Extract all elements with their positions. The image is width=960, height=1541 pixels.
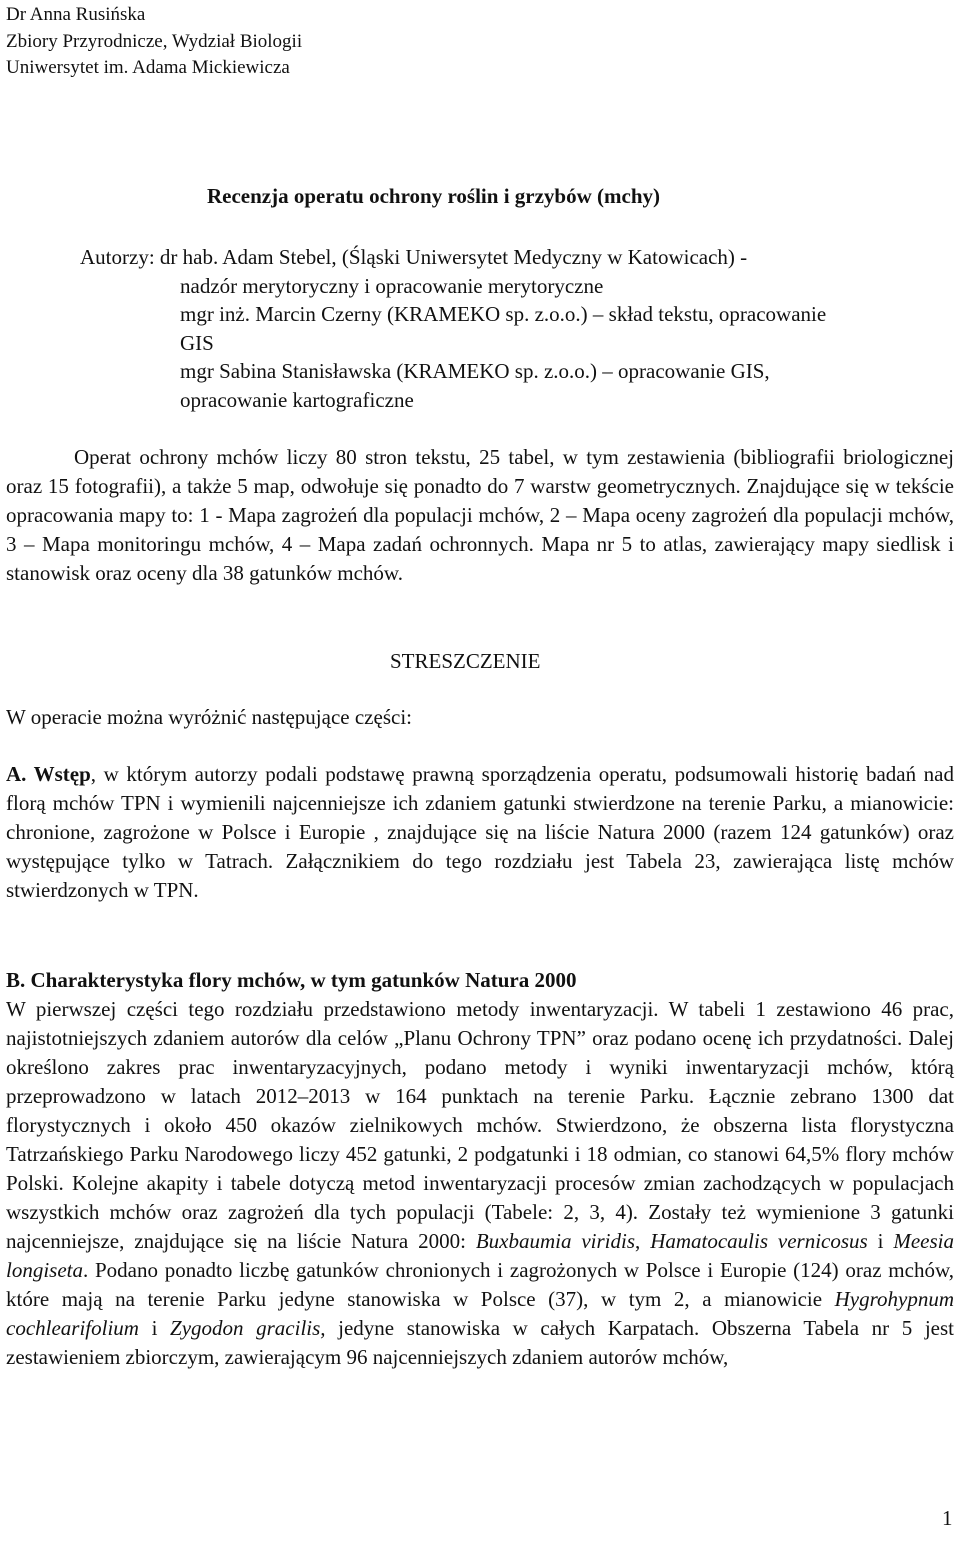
reviewer-name: Dr Anna Rusińska (6, 4, 146, 25)
species-name: Buxbaumia viridis (475, 1229, 636, 1253)
section-a-text: , w którym autorzy podali podstawę prawną sporządzenia operatu, podsumowali historię badań nad florą mchów TPN i wymienili najcenniejsze ich zdaniem gatunki stwierdzone na terenie Parku, a mianowicie: chronione, zagrożone w Polsce i Europie , znajdujące się na liście Natura 2000 (razem 124 gatunków) oraz występujące tylko w Tatrach. Załącznikiem do tego rozdziału jest Tabela 23, zawierająca listę mchów stwierdzonych w TPN. (6, 762, 954, 902)
section-b-text: . Podano ponadto liczbę gatunków chronionych i zagrożonych w Polsce i Europie (124) oraz mchów, które mają na terenie Parku jedyne stanowiska w Polsce (37), w tym 2, a mianowicie (6, 1258, 954, 1311)
author-line: mgr Sabina Stanisławska (KRAMEKO sp. z.o.o.) – opracowanie GIS, (180, 359, 770, 383)
section-b-text: i (867, 1229, 894, 1253)
section-b-text: i (138, 1316, 171, 1340)
species-name: Meesia longiseta (6, 1229, 955, 1282)
document-title: Recenzja operatu ochrony roślin i grzybów (mchy) (207, 184, 660, 208)
document-page (6, 0, 954, 1541)
page-number: 1 (942, 1506, 953, 1530)
reviewer-department: Zbiory Przyrodnicze, Wydział Biologii (6, 30, 303, 52)
author-line: Autorzy: dr hab. Adam Stebel, (Śląski Uniwersytet Medyczny w Katowicach) - (80, 245, 748, 269)
reviewer-university: Uniwersytet im. Adama Mickiewicza (6, 57, 290, 78)
section-b-paragraph (6, 966, 954, 1372)
species-name: Zygodon gracilis, (170, 1316, 326, 1340)
operat-summary-paragraph: Operat ochrony mchów liczy 80 stron tekstu, 25 tabel, w tym zestawienia (bibliografii briologicznej oraz 15 fotografii), a także 5 map, odwołuje się ponadto do 7 warstw geometrycznych. Znajdujące się w tekście opracowania mapy to: 1 - Mapa zagrożeń dla populacji mchów, 2 – Mapa oceny zagrożeń dla populacji mchów, 3 – Mapa monitoringu mchów, 4 – Mapa zadań ochronnych. Mapa nr 5 to atlas, zawierający mapy siedlisk i stanowisk oraz oceny dla 38 gatunków mchów. (6, 445, 954, 585)
section-b-text: , (635, 1229, 651, 1253)
species-name: Hygrohypnum cochlearifolium (6, 1287, 954, 1340)
parts-intro-line: W operacie można wyróżnić następujące części: (6, 705, 412, 729)
author-affiliation-header (6, 2, 302, 82)
section-b-heading: B. Charakterystyka flory mchów, w tym gatunków Natura 2000 (6, 968, 577, 992)
species-name: Hamatocaulis vernicosus (650, 1229, 868, 1253)
section-b-text: jedyne stanowiska w całych Karpatach. Obszerna Tabela nr 5 jest zestawieniem zbiorczym, zawierającym 96 najcenniejszych zdaniem autorów mchów, (6, 1316, 954, 1369)
authors-block (80, 243, 826, 414)
author-line: mgr inż. Marcin Czerny (KRAMEKO sp. z.o.o.) – skład tekstu, opracowanie (180, 302, 827, 326)
author-line: nadzór merytoryczny i opracowanie merytoryczne (180, 273, 604, 298)
section-title-streszczenie: STRESZCZENIE (390, 649, 541, 673)
section-b-text: W pierwszej części tego rozdziału przedstawiono metody inwentaryzacji. W tabeli 1 zestawiono 46 prac, najistotniejszych zdaniem autorów dla celów „Planu Ochrony TPN” oraz podano ocenę ich przydatności. Dalej określono zakres prac inwentaryzacyjnych, podano metody i wyniki inwentaryzacji mchów, którą przeprowadzono w latach 2012–2013 w 164 punktach na terenie Parku. Łącznie zebrano 1300 dat florystycznych i około 450 okazów zielnikowych mchów. Stwierdzono, że obszerna lista florystyczna Tatrzańskiego Parku Narodowego liczy 452 gatunki, 2 podgatunki i 18 odmian, co stanowi 64,5% flory mchów Polski. Kolejne akapity i tabele dotyczą metod inwentaryzacji procesów zmian zachodzących w populacjach wszystkich mchów oraz zagrożeń dla tych populacji (Tabele: 2, 3, 4). Zostały też wymienione 3 gatunki najcenniejsze, znajdujące się na liście Natura 2000: (6, 997, 954, 1253)
author-line: GIS (180, 330, 214, 355)
author-line: opracowanie kartograficzne (180, 387, 414, 412)
section-a-heading: A. Wstęp (6, 762, 91, 786)
section-a-paragraph (6, 760, 954, 905)
